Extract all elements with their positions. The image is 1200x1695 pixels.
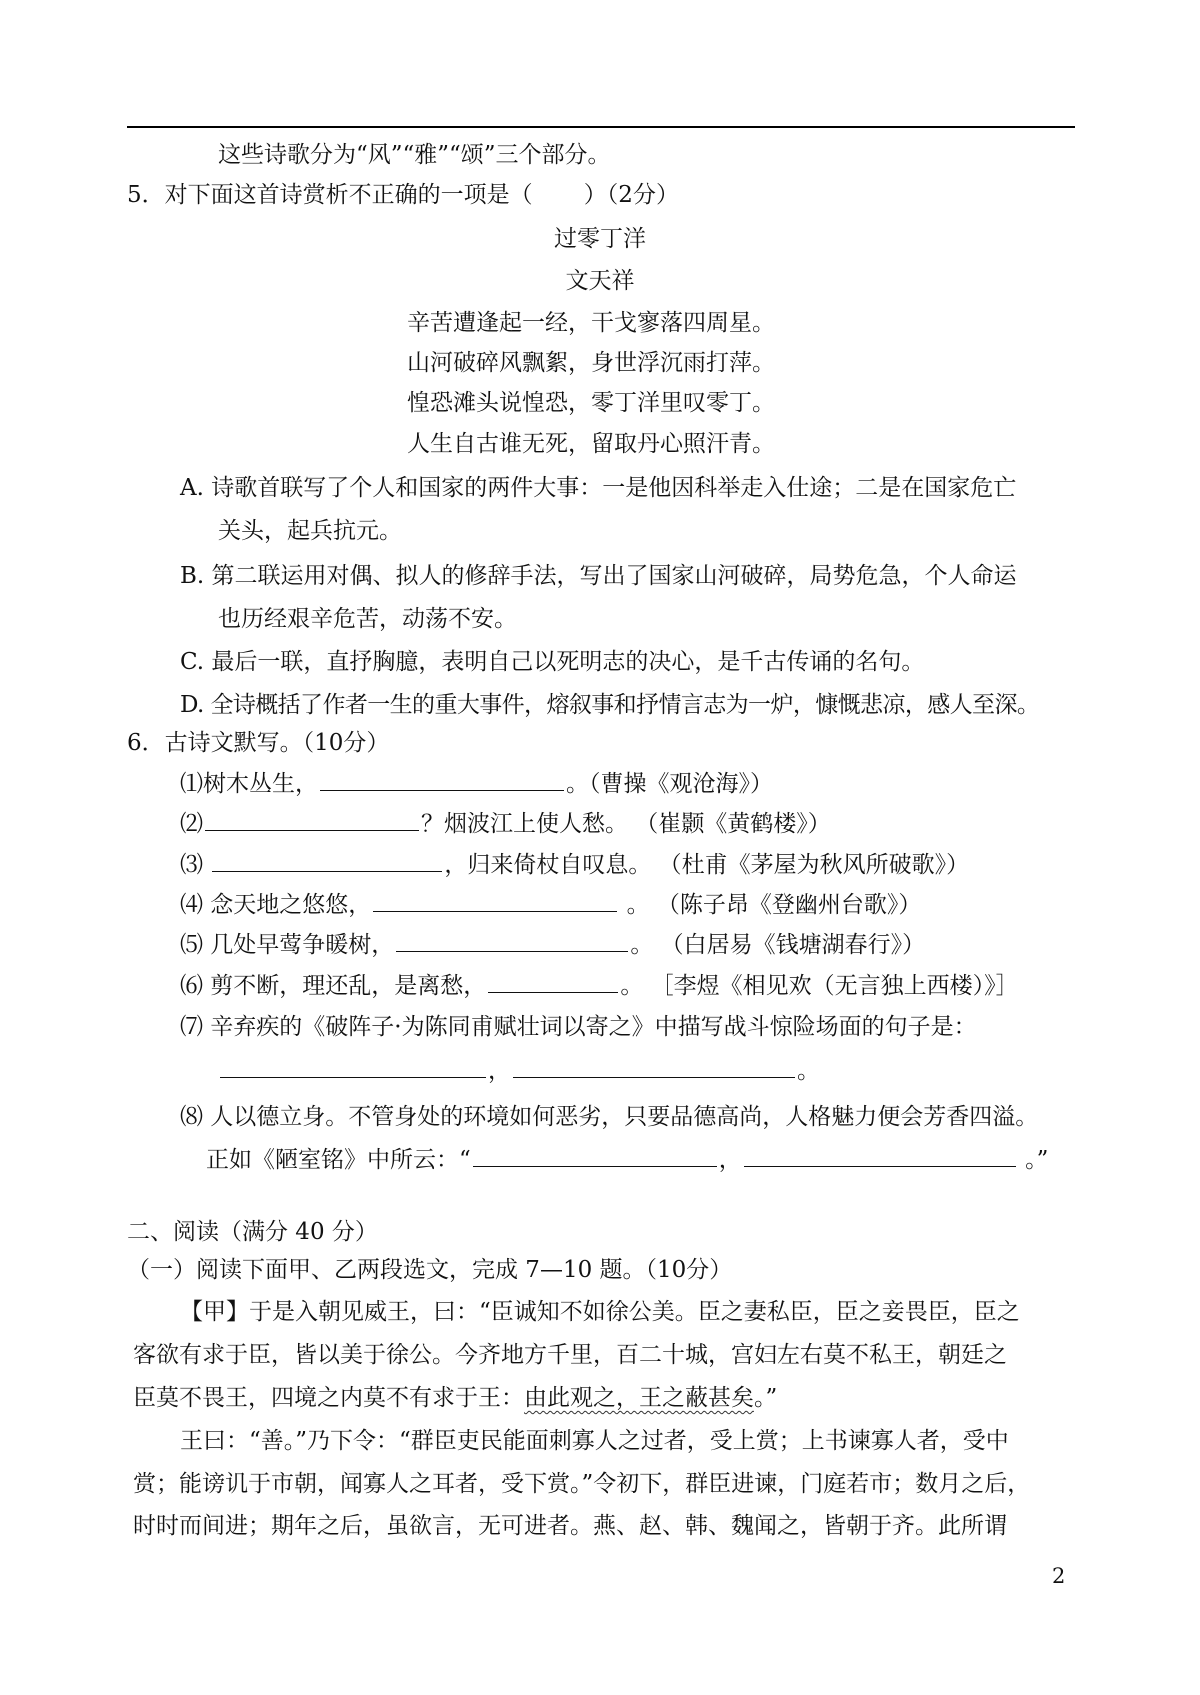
poem-line: 辛苦遭逢起一经，干戈寥落四周星。 <box>407 310 775 336</box>
passage-jia-line: 【甲】于是入朝见威王，曰：“臣诚知不如徐公美。臣之妻私臣，臣之妾畏臣，臣之 <box>180 1299 1020 1325</box>
answer-blank[interactable] <box>744 1144 1016 1167</box>
answer-blank[interactable] <box>205 808 419 831</box>
passage-line: 王曰：“善。”乃下令：“群臣吏民能面刺寡人之过者，受上赏；上书谏寡人者，受中 <box>180 1428 1009 1454</box>
q5-stem: 5．对下面这首诗赏析不正确的一项是（ ）（2分） <box>127 182 679 208</box>
poem-title: 过零丁洋 <box>554 226 646 252</box>
option-a: A. 诗歌首联写了个人和国家的两件大事：一是他因科举走入仕途；二是在国家危亡 <box>180 475 1017 501</box>
dictation-item-4: ⑷ 念天地之悠悠， 。 （陈子昂《登幽州台歌》） <box>180 888 921 922</box>
dictation-item-1: ⑴树木丛生， 。（曹操《观沧海》） <box>180 767 773 801</box>
answer-blank[interactable] <box>513 1055 795 1078</box>
answer-blank[interactable] <box>220 1055 486 1078</box>
dictation-item-8: ⑻ 人以德立身。不管身处的环境如何恶劣，只要品德高尚，人格魅力便会芳香四溢。 <box>180 1104 1039 1130</box>
wavy-underlined-sentence: 由此观之，王之蔽甚矣 <box>524 1385 754 1411</box>
dictation-item-7: ⑺ 辛弃疾的《破阵子·为陈同甫赋壮词以寄之》中描写战斗惊险场面的句子是： <box>180 1014 977 1040</box>
page-number: 2 <box>1052 1564 1066 1588</box>
answer-blank[interactable] <box>396 929 628 952</box>
dictation-item-5: ⑸ 几处早莺争暖树， 。 （白居易《钱塘湖春行》） <box>180 928 925 962</box>
answer-blank[interactable] <box>212 849 442 872</box>
passage-line: 赏；能谤讥于市朝，闻寡人之耳者，受下赏。”令初下，群臣进谏，门庭若市；数月之后， <box>133 1471 1031 1497</box>
passage-line: 时时而间进；期年之后，虽欲言，无可进者。燕、赵、韩、魏闻之，皆朝于齐。此所谓 <box>133 1513 1007 1539</box>
dictation-item-2: ⑵ ？烟波江上使人愁。 （崔颢《黄鹤楼》） <box>180 807 831 841</box>
option-c: C. 最后一联，直抒胸臆，表明自己以死明志的决心，是千古传诵的名句。 <box>180 649 925 675</box>
header-rule <box>127 126 1075 128</box>
section-subheading: （一）阅读下面甲、乙两段选文，完成 7—10 题。（10分） <box>127 1257 733 1283</box>
poem-line: 山河破碎风飘絮，身世浮沉雨打萍。 <box>407 350 775 376</box>
section-heading: 二、阅读（满分 40 分） <box>127 1219 378 1245</box>
passage-jia-line: 臣莫不畏王，四境之内莫不有求于王：由此观之，王之蔽甚矣。” <box>133 1385 778 1411</box>
option-d: D. 全诗概括了作者一生的重大事件，熔叙事和抒情言志为一炉，慷慨悲凉，感人至深。 <box>180 692 1040 718</box>
continuation-text: 这些诗歌分为“风”“雅”“颂”三个部分。 <box>218 142 611 168</box>
passage-jia-line: 客欲有求于臣，皆以美于徐公。今齐地方千里，百二十城，宫妇左右莫不私王，朝廷之 <box>133 1342 1007 1368</box>
option-b: B. 第二联运用对偶、拟人的修辞手法，写出了国家山河破碎，局势危急，个人命运 <box>180 563 1017 589</box>
answer-blank[interactable] <box>320 768 564 791</box>
dictation-item-8-blanks: 正如《陋室铭》中所云：“ ， 。” <box>206 1143 1048 1177</box>
q6-stem: 6．古诗文默写。（10分） <box>127 730 390 756</box>
poem-line: 人生自古谁无死，留取丹心照汗青。 <box>407 431 775 457</box>
dictation-item-7-blanks: ， 。 <box>218 1054 820 1088</box>
answer-blank[interactable] <box>373 889 617 912</box>
answer-blank[interactable] <box>488 970 618 993</box>
answer-blank[interactable] <box>473 1144 717 1167</box>
option-a-cont: 关头，起兵抗元。 <box>218 518 402 544</box>
dictation-item-3: ⑶ ，归来倚杖自叹息。 （杜甫《茅屋为秋风所破歌》） <box>180 848 969 882</box>
dictation-item-6: ⑹ 剪不断，理还乱，是离愁， 。 ［李煜《相见欢（无言独上西楼）》］ <box>180 969 1019 1003</box>
poem-line: 惶恐滩头说惶恐，零丁洋里叹零丁。 <box>407 390 775 416</box>
poem-author: 文天祥 <box>565 268 635 294</box>
option-b-cont: 也历经艰辛危苦，动荡不安。 <box>218 606 517 632</box>
